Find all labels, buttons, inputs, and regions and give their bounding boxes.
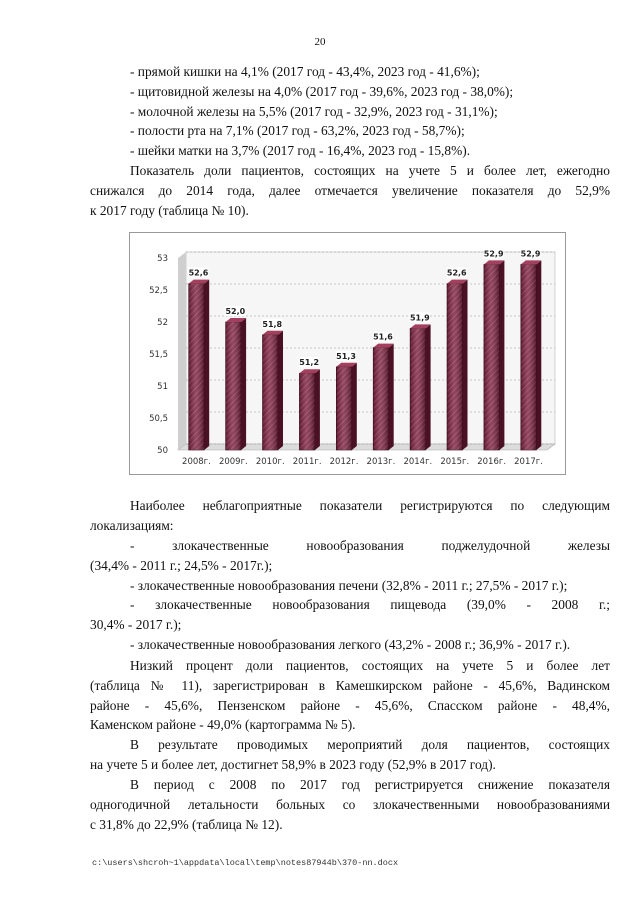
x-tick-label: 2010г. (255, 457, 285, 467)
data-label: 51,2 (299, 358, 320, 368)
bar-chart (129, 232, 566, 475)
y-tick-label: 53 (157, 254, 168, 264)
data-label: 51,9 (409, 313, 430, 323)
x-tick-label: 2017г. (514, 457, 543, 467)
x-tick-label: 2015г. (440, 457, 470, 467)
bar-side (389, 344, 394, 450)
bar-side (315, 369, 320, 450)
paragraph-target-2023 (90, 735, 610, 775)
paragraph-line: одногодичной летальности больных со злокачественными новообразованиями (90, 796, 610, 812)
localization-list (90, 536, 610, 655)
paragraph-share-trend (90, 161, 610, 220)
bullet-list-top (90, 62, 610, 161)
x-tick-label: 2014г. (403, 457, 433, 467)
bar-shading (299, 373, 314, 450)
bar-shading (226, 322, 241, 450)
y-tick-label: 51,5 (149, 350, 168, 360)
bar-side (241, 318, 246, 450)
data-label: 51,3 (336, 351, 356, 361)
data-label: 52,9 (483, 249, 504, 259)
x-tick-label: 2009г. (218, 457, 248, 467)
data-label: 51,6 (373, 332, 393, 342)
y-tick-label: 52,5 (149, 286, 168, 296)
paragraph-line: (таблица № 11), зарегистрирован в Камешкирском районе - 45,6%, Вадинском (90, 677, 610, 693)
paragraph-line: с 31,8% до 22,9% (таблица № 12). (90, 816, 283, 832)
paragraph-line: В период с 2008 по 2017 год регистрируется снижение показателя (130, 777, 610, 792)
bar-shading (336, 367, 351, 450)
paragraph-line: к 2017 году (таблица № 10). (90, 202, 249, 218)
x-tick-label: 2012г. (329, 457, 359, 467)
paragraph-unfavorable (90, 496, 610, 536)
bullet-item: - прямой кишки на 4,1% (2017 год - 43,4%, 2023 год - 41,6%); (130, 64, 480, 79)
y-tick-label: 50,5 (149, 414, 168, 424)
paragraph-line: снижался до 2014 года, далее отмечается увеличение показателя до 52,9% (90, 182, 610, 198)
data-label: 51,8 (262, 319, 283, 329)
bar-shading (521, 264, 536, 450)
data-label: 52,9 (520, 249, 541, 259)
list-item: (34,4% - 2011 г.; 24,5% - 2017г.); (90, 557, 273, 573)
bar-side (462, 280, 467, 450)
x-tick-label: 2008г. (182, 457, 211, 467)
page-number: 20 (314, 36, 326, 48)
paragraph-line: Наиболее неблагоприятные показатели регистрируются по следующим (130, 498, 610, 513)
bar-side (426, 324, 431, 450)
bullet-item: - полости рта на 7,1% (2017 год - 63,2%, 2023 год - 58,7%); (130, 123, 465, 139)
x-tick-label: 2016г. (477, 457, 507, 467)
bullet-item: - щитовидной железы на 4,0% (2017 год - 39,6%, 2023 год - 38,0%); (130, 83, 514, 99)
bullet-item: - молочной железы на 5,5% (2017 год - 32,9%, 2023 год - 31,1%); (130, 103, 498, 119)
y-tick-label: 50 (157, 446, 168, 456)
paragraph-line: районе - 45,6%, Пензенском районе - 45,6%, Спасском районе - 48,4%, (90, 697, 610, 713)
x-tick-label: 2011г. (292, 457, 322, 467)
paragraph-line: на учете 5 и более лет, достигнет 58,9% в 2023 году (52,9% в 2017 год). (90, 756, 496, 772)
bar-shading (263, 335, 278, 450)
list-item: - злокачественные новообразования печени (32,8% - 2011 г.; 27,5% - 2017 г.); (130, 577, 568, 593)
paragraph-line: Низкий процент доли пациентов, состоящих на учете 5 и более лет (130, 658, 610, 673)
list-item: - злокачественные новообразования легкого (43,2% - 2008 г.; 36,9% - 2017 г.). (130, 636, 571, 652)
bar-side (204, 280, 209, 450)
data-label: 52,0 (225, 307, 246, 316)
bar-side (499, 260, 504, 450)
bar-shading (373, 348, 388, 450)
footer-file-path: c:\users\shcroh~1\appdata\local\temp\notes87944b\370-nn.docx (92, 858, 399, 868)
bar-shading (447, 284, 462, 450)
bullet-item: - шейки матки на 3,7% (2017 год - 16,4%, 2023 год - 15,8%). (130, 143, 471, 159)
x-tick-label: 2013г. (366, 457, 396, 467)
bar-side (536, 260, 541, 450)
paragraph-mortality (90, 775, 610, 834)
bar-side (352, 363, 357, 450)
list-item: - злокачественные новообразования поджелудочной железы (130, 538, 610, 553)
paragraph-line: В результате проводимых мероприятий доля пациентов, состоящих (130, 737, 610, 752)
bar-shading (484, 264, 499, 450)
data-label: 52,6 (446, 268, 467, 278)
bar-chart-svg (130, 233, 567, 476)
paragraph-line: локализациям: (90, 517, 174, 533)
y-tick-label: 52 (157, 318, 168, 328)
chart-side-wall (178, 252, 186, 450)
bar-side (278, 331, 283, 450)
paragraph-line: Показатель доли пациентов, состоящих на учете 5 и более лет, ежегодно (130, 163, 610, 178)
bar-shading (410, 328, 425, 450)
y-tick-label: 51 (157, 382, 168, 392)
paragraph-low-share-districts (90, 656, 610, 735)
list-item: 30,4% - 2017 г.); (90, 617, 182, 633)
bar-shading (189, 284, 204, 450)
data-label: 52,6 (188, 268, 209, 278)
paragraph-line: Каменском районе - 49,0% (картограмма № 5). (90, 717, 356, 733)
list-item: - злокачественные новообразования пищевода (39,0% - 2008 г.; (130, 597, 610, 613)
